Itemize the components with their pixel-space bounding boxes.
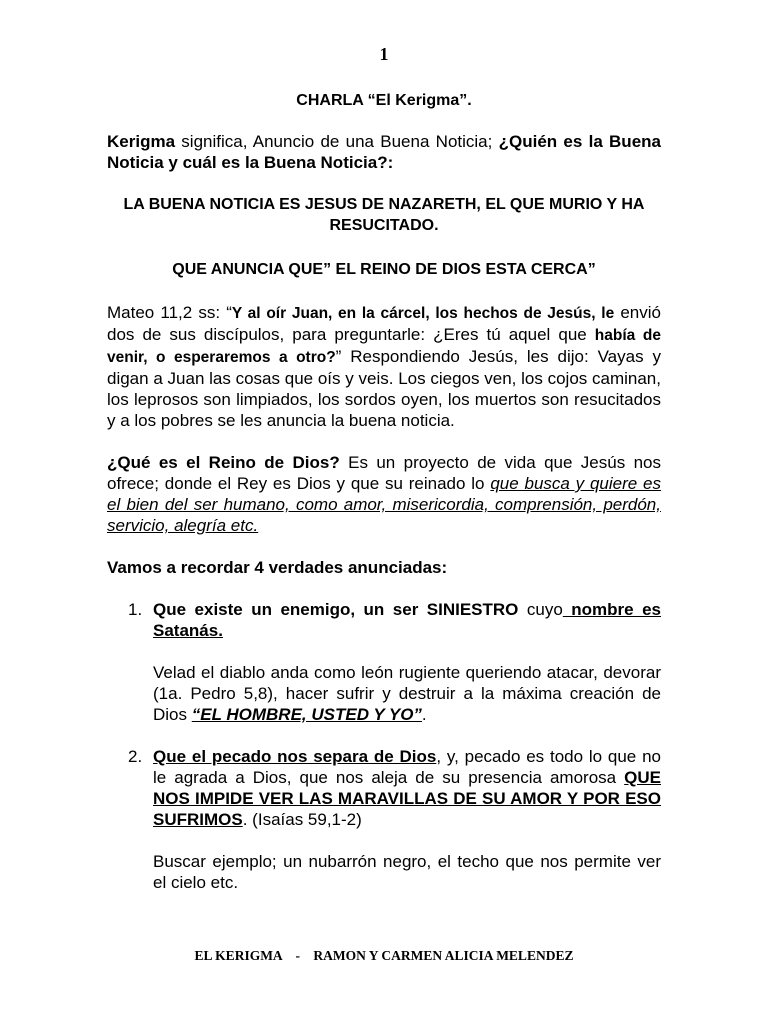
- truths-list: [107, 599, 661, 893]
- truth-1-end: .: [421, 705, 427, 724]
- mateo-text-1: envió dos de sus discípulos, para preguntarle: ¿Eres tú aquel que: [107, 303, 661, 344]
- truth-1-lead-bold: Que existe un enemigo, un ser SINIESTRO: [153, 600, 519, 619]
- truth-1-lead-underlined: nombre es Satanás.: [153, 600, 661, 640]
- intro-term: Kerigma: [107, 132, 176, 151]
- intro-paragraph: [107, 131, 661, 173]
- reino-text: Es un proyecto de vida que Jesús nos ofrece; donde el Rey es Dios y que su reinado lo: [107, 453, 662, 493]
- truth-1-text: Velad el diablo anda como león rugiente queriendo atacar, devorar (1a. Pedro 5,8), hacer sufrir y destruir a la máxima creación de Dios: [153, 663, 661, 724]
- intro-definition: significa, Anuncio de una Buena Noticia;: [175, 132, 499, 151]
- page-footer: EL KERIGMA - RAMON Y CARMEN ALICIA MELENDEZ: [194, 948, 574, 963]
- truth-item-2: [107, 746, 661, 893]
- truth-1-paragraph: [153, 662, 661, 725]
- truth-2-lead-underlined: Que el pecado nos separa de Dios: [153, 747, 437, 766]
- truth-item-1: [107, 599, 661, 725]
- reino-emphasis: que busca y quiere es el bien del ser humano, como amor, misericordia, comprensión, perdón, servicio, alegría etc.: [107, 474, 661, 535]
- truths-intro-text: Vamos a recordar 4 verdades anunciadas:: [107, 558, 448, 577]
- truth-1-emphasis: “EL HOMBRE, USTED Y YO”: [191, 705, 422, 724]
- mateo-ref: Mateo 11,2 ss: “: [107, 303, 232, 322]
- truth-1-lead: [153, 599, 661, 641]
- headline-buena-noticia: LA BUENA NOTICIA ES JESUS DE NAZARETH, EL QUE MURIO Y HA RESUCITADO.: [123, 196, 645, 234]
- truth-2-ref: . (Isaías 59,1-2): [242, 810, 362, 829]
- truth-2-paragraph: Buscar ejemplo; un nubarrón negro, el techo que nos permite ver el cielo etc.: [153, 852, 661, 892]
- document-title: CHARLA “El Kerigma”.: [296, 92, 472, 109]
- page-number: 1: [379, 44, 389, 64]
- mateo-paragraph: [107, 302, 661, 431]
- truth-number-2: 2.: [128, 747, 143, 766]
- reino-question: ¿Qué es el Reino de Dios?: [107, 453, 340, 472]
- reino-paragraph: [107, 452, 661, 536]
- headline-reino-cerca: QUE ANUNCIA QUE” EL REINO DE DIOS ESTA CERCA”: [172, 261, 596, 278]
- truths-intro: [107, 557, 661, 578]
- truth-number-1: 1.: [128, 600, 143, 619]
- mateo-quote-2: había de venir, o esperaremos a otro?: [107, 327, 661, 366]
- truth-2-lead: [153, 746, 661, 830]
- intro-question: ¿Quién es la Buena Noticia y cuál es la Buena Noticia?:: [107, 132, 661, 172]
- truth-2-caps: QUE NOS IMPIDE VER LAS MARAVILLAS DE SU AMOR Y POR ESO SUFRIMOS: [153, 768, 661, 829]
- page-content: [107, 90, 661, 893]
- truth-1-mid: cuyo: [518, 600, 563, 619]
- mateo-quote-1: Y al oír Juan, en la cárcel, los hechos de Jesús, le: [231, 305, 615, 322]
- mateo-text-2: ” Respondiendo Jesús, les dijo: Vayas y digan a Juan las cosas que oís y veis. Los ciegos ven, los cojos caminan, los leprosos son limpiados, los sordos oyen, los muertos son resucitados y a los pobres se les anuncia la buena noticia.: [107, 347, 661, 430]
- truth-2-text: , y, pecado es todo lo que no le agrada a Dios, que nos aleja de su presencia amorosa: [153, 747, 661, 787]
